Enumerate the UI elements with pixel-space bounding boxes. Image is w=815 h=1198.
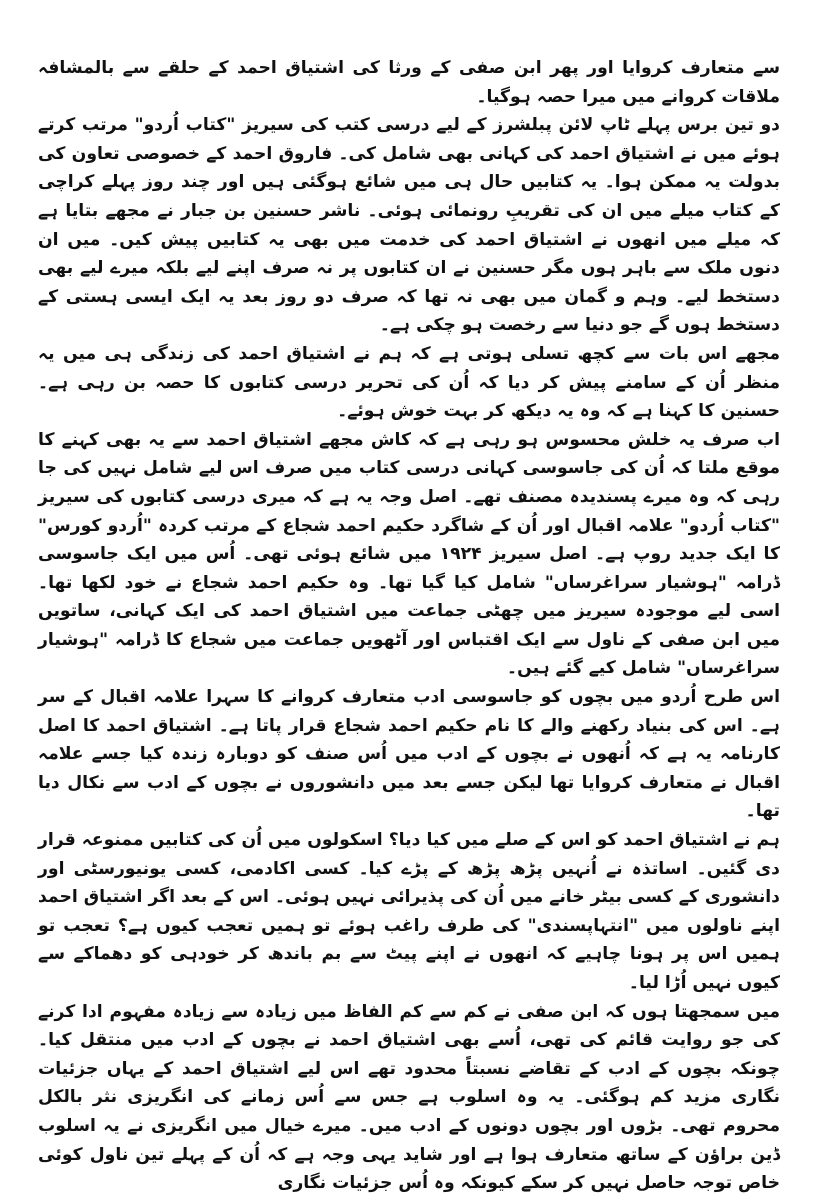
paragraph-2: دو تین برس پہلے ٹاپ لائن پبلشرز کے لیے درسی کتب کی سیریز "کتاب اُردو" مرتب کرتے ہوئے میں نے اشتیاق احمد کی کہانی بھی شامل کی۔ فاروق احمد کے خصوصی تعاون کی بدولت یہ ممکن ہوا۔ یہ کتابیں حال ہی میں شائع ہوگئی ہیں اور چند روز پہلے کراچی کے کتاب میلے میں ان کی تقریبِ رونمائی ہوئی۔ ناشر حسنین بن جبار نے مجھے بتایا ہے کہ میلے میں انھوں نے اشتیاق احمد کی خدمت میں بھی یہ کتابیں پیش کیں۔ میں ان دنوں ملک سے باہر ہوں مگر حسنین نے ان کتابوں پر نہ صرف اپنے لیے بلکہ میرے لیے بھی دستخط لیے۔ وہم و گمان میں بھی نہ تھا کہ صرف دو روز بعد یہ ایک ایسی ہستی کے دستخط ہوں گے جو دنیا سے رخصت ہو چکی ہے۔ [38, 115, 780, 336]
paragraph-5: اس طرح اُردو میں بچوں کو جاسوسی ادب متعارف کروانے کا سہرا علامہ اقبال کے سر ہے۔ اس کی بنیاد رکھنے والے کا نام حکیم احمد شجاع قرار پاتا ہے۔ اشتیاق احمد کا اصل کارنامہ یہ ہے کہ اُنھوں نے بچوں کے ادب میں اُس صنف کو دوبارہ زندہ کیا جسے علامہ اقبال نے متعارف کروایا تھا لیکن جسے بعد میں دانشوروں نے بچوں کے ادب سے نکال دیا تھا۔ [38, 687, 780, 822]
paragraph-7: میں سمجھتا ہوں کہ ابن صفی نے کم سے کم الفاظ میں زیادہ سے زیادہ مفہوم ادا کرنے کی جو روایت قائم کی تھی، اُسے بھی اشتیاق احمد نے بچوں کے ادب میں منتقل کیا۔ چونکہ بچوں کے ادب کے تقاضے نسبتاً محدود تھے اس لیے اشتیاق احمد کے یہاں جزئیات نگاری مزید کم ہوگئی۔ یہ وہ اسلوب ہے جس سے اُس زمانے کی انگریزی نثر بالکل محروم تھی۔ بڑوں اور بچوں دونوں کے ادب میں۔ میرے خیال میں انگریزی نے یہ اسلوب ڈین براؤن کے ساتھ متعارف ہوا ہے اور شاید یہی وجہ ہے کہ اُن کے پہلے تین ناول کوئی خاص توجہ حاصل نہیں کر سکے کیونکہ وہ اُس جزئیات نگاری [38, 1001, 780, 1194]
paragraph-4: اب صرف یہ خلش محسوس ہو رہی ہے کہ کاش مجھے اشتیاق احمد سے یہ بھی کہنے کا موقع ملتا کہ اُن کی جاسوسی کہانی درسی کتاب میں صرف اس لیے شامل نہیں کی جا رہی کہ وہ میرے پسندیدہ مصنف تھے۔ اصل وجہ یہ ہے کہ میری درسی کتابوں کی سیریز "کتاب اُردو" علامہ اقبال اور اُن کے شاگرد حکیم احمد شجاع کے مرتب کردہ "اُردو کورس" کا ایک جدید روپ ہے۔ اصل سیریز ۱۹۲۴ میں شائع ہوئی تھی۔ اُس میں ایک جاسوسی ڈرامہ "ہوشیار سراغرساں" شامل کیا گیا تھا۔ وہ حکیم احمد شجاع نے خود لکھا تھا۔ اسی لیے موجودہ سیریز میں چھٹی جماعت میں اشتیاق احمد کی ایک کہانی، ساتویں میں ابن صفی کے ناول سے ایک اقتباس اور آٹھویں جماعت میں شجاع کا ڈرامہ "ہوشیار سراغرساں" شامل کیے گئے ہیں۔ [38, 429, 780, 679]
document-page [38, 54, 780, 1194]
paragraph-1: سے متعارف کروایا اور پھر ابن صفی کے ورثا کی اشتیاق احمد کے حلقے سے بالمشافہ ملاقات کروانے میں میرا حصہ ہوگیا۔ [38, 58, 780, 107]
paragraph-6: ہم نے اشتیاق احمد کو اس کے صلے میں کیا دیا؟ اسکولوں میں اُن کی کتابیں ممنوعہ قرار دی گئیں۔ اساتذہ نے اُنہیں پڑھ پڑھ کے پڑے کیا۔ کسی اکادمی، کسی یونیورسٹی اور دانشوری کے کسی بیٹر خانے میں اُن کی پذیرائی نہیں ہوئی۔ اس کے بعد اگر اشتیاق احمد اپنے ناولوں میں "انتہاپسندی" کی طرف راغب ہوئے تو ہمیں تعجب کیوں ہے؟ تعجب تو ہمیں اس پر ہونا چاہیے کہ انھوں نے اپنے پیٹ سے بم باندھ کر خودہی کو دھماکے سے کیوں نہیں اُڑا لیا۔ [38, 830, 780, 993]
paragraph-3: مجھے اس بات سے کچھ تسلی ہوتی ہے کہ ہم نے اشتیاق احمد کی زندگی ہی میں یہ منظر اُن کے سامنے پیش کر دیا کہ اُن کی تحریر درسی کتابوں کا حصہ بن رہی ہے۔ حسنین کا کہنا ہے کہ وہ یہ دیکھ کر بہت خوش ہوئے۔ [38, 343, 780, 422]
